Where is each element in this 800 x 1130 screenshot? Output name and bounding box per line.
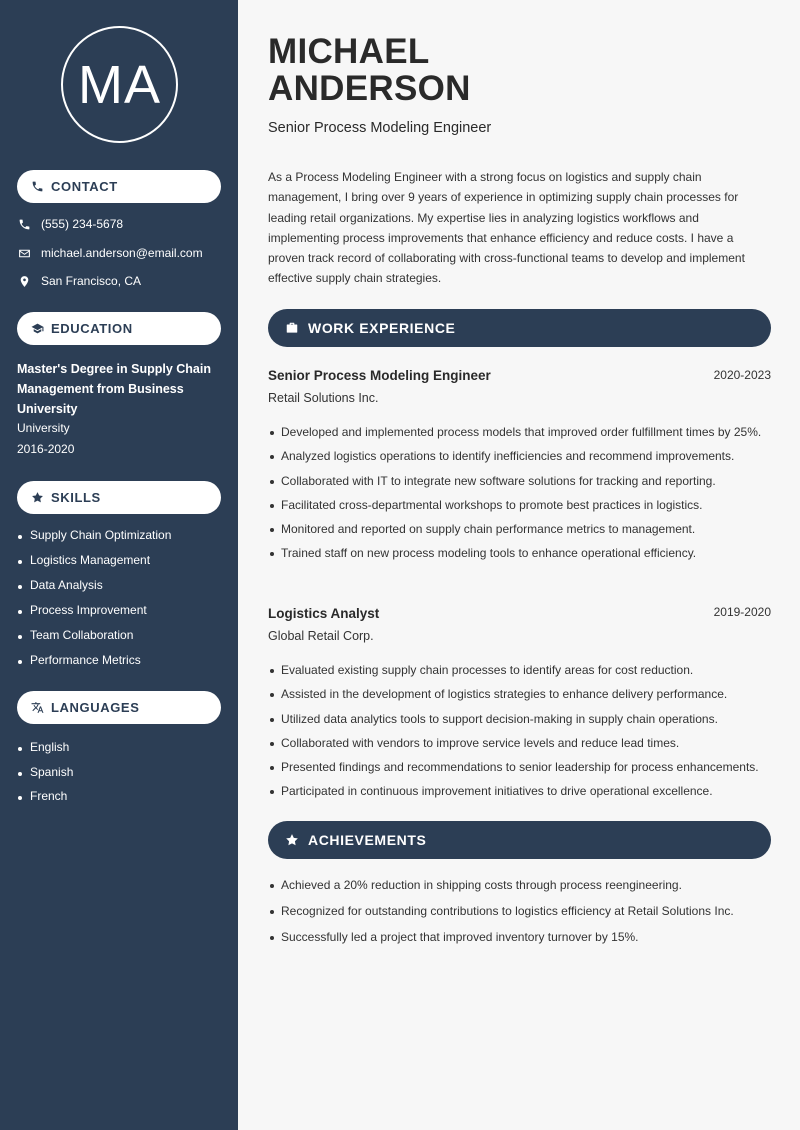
skill-item: Logistics Management: [17, 553, 171, 578]
contact-location-text: San Francisco, CA: [41, 274, 142, 288]
achievement-item: Successfully led a project that improved inventory turnover by 15%.: [268, 928, 773, 947]
job-bullet: Presented findings and recommendations to senior leadership for process enhancements.: [268, 758, 773, 777]
contact-phone-text: (555) 234-5678: [41, 217, 124, 231]
achievements-heading-label: ACHIEVEMENTS: [308, 832, 427, 848]
skills-heading: [17, 481, 221, 514]
languages-heading: [17, 691, 221, 724]
skill-item: Data Analysis: [17, 578, 171, 603]
skill-item: Performance Metrics: [17, 653, 171, 678]
contact-heading: [17, 170, 221, 203]
education-degree: Master's Degree in Supply Chain Management from Business University: [17, 362, 211, 416]
graduation-cap-icon: [31, 322, 44, 335]
education-heading-label: EDUCATION: [51, 321, 133, 336]
phone-icon: [31, 180, 44, 193]
sidebar: [0, 0, 238, 1130]
contact-location: [17, 274, 141, 288]
job-bullet: Collaborated with vendors to improve service levels and reduce lead times.: [268, 734, 773, 753]
contact-email[interactable]: [17, 246, 203, 260]
job-title: Logistics Analyst: [268, 606, 380, 621]
skill-item: Supply Chain Optimization: [17, 528, 171, 553]
job-bullet: Collaborated with IT to integrate new software solutions for tracking and reporting.: [268, 472, 773, 491]
job-bullet: Monitored and reported on supply chain performance metrics to management.: [268, 520, 773, 539]
skill-item: Process Improvement: [17, 603, 171, 628]
job-bullets: [268, 661, 773, 807]
job-company: Retail Solutions Inc.: [268, 391, 379, 405]
education-school: University: [17, 421, 70, 435]
phone-icon: [17, 217, 31, 231]
candidate-title: Senior Process Modeling Engineer: [268, 120, 492, 136]
skill-item: Team Collaboration: [17, 628, 171, 653]
job-dates: 2019-2020: [713, 605, 771, 619]
job-bullet: Trained staff on new process modeling tools to enhance operational efficiency.: [268, 544, 773, 563]
candidate-name: [268, 33, 471, 107]
avatar-initials: MA: [61, 26, 178, 143]
job-dates: 2020-2023: [713, 368, 771, 382]
education-years: 2016-2020: [17, 442, 75, 456]
job-bullets: [268, 423, 773, 569]
skills-list: [17, 528, 171, 678]
star-icon: [285, 833, 299, 847]
job-bullet: Facilitated cross-departmental workshops to promote best practices in logistics.: [268, 496, 773, 515]
job-bullet: Utilized data analytics tools to support decision-making in supply chain operations.: [268, 710, 773, 729]
contact-heading-label: CONTACT: [51, 179, 118, 194]
language-item: English: [17, 740, 73, 765]
candidate-name-first: MICHAEL: [268, 32, 430, 71]
achievements-list: [268, 876, 773, 954]
contact-email-text: michael.anderson@email.com: [41, 246, 203, 260]
achievements-heading: [268, 821, 771, 859]
languages-heading-label: LANGUAGES: [51, 700, 140, 715]
job-bullet: Participated in continuous improvement initiatives to drive operational excellence.: [268, 782, 773, 801]
job-title: Senior Process Modeling Engineer: [268, 368, 491, 383]
job-bullet: Assisted in the development of logistics strategies to enhance delivery performance.: [268, 685, 773, 704]
achievement-item: Achieved a 20% reduction in shipping costs through process reengineering.: [268, 876, 773, 895]
education-heading: [17, 312, 221, 345]
job-bullet: Developed and implemented process models that improved order fulfillment times by 25%.: [268, 423, 773, 442]
envelope-icon: [17, 246, 31, 260]
work-experience-heading: [268, 309, 771, 347]
language-item: Spanish: [17, 765, 73, 790]
job-company: Global Retail Corp.: [268, 629, 374, 643]
candidate-name-last: ANDERSON: [268, 69, 471, 108]
language-item: French: [17, 789, 73, 814]
profile-summary: As a Process Modeling Engineer with a strong focus on logistics and supply chain management, I bring over 9 years of experience in optimizing supply chain processes for leading retail organizations. My expertise lies in analyzing logistics workflows and implementing process improvements that enhance efficiency and reduce costs. I have a proven track record of collaborating with cross-functional teams to develop and implement effective supply chain strategies.: [268, 170, 745, 286]
translate-icon: [31, 701, 44, 714]
briefcase-icon: [285, 321, 299, 335]
work-experience-heading-label: WORK EXPERIENCE: [308, 320, 456, 336]
skills-heading-label: SKILLS: [51, 490, 101, 505]
job-bullet: Evaluated existing supply chain processes to identify areas for cost reduction.: [268, 661, 773, 680]
map-pin-icon: [17, 274, 31, 288]
contact-phone: [17, 217, 123, 231]
achievement-item: Recognized for outstanding contributions to logistics efficiency at Retail Solutions Inc.: [268, 902, 773, 921]
job-bullet: Analyzed logistics operations to identify inefficiencies and recommend improvements.: [268, 447, 773, 466]
star-icon: [31, 491, 44, 504]
languages-list: [17, 740, 73, 814]
